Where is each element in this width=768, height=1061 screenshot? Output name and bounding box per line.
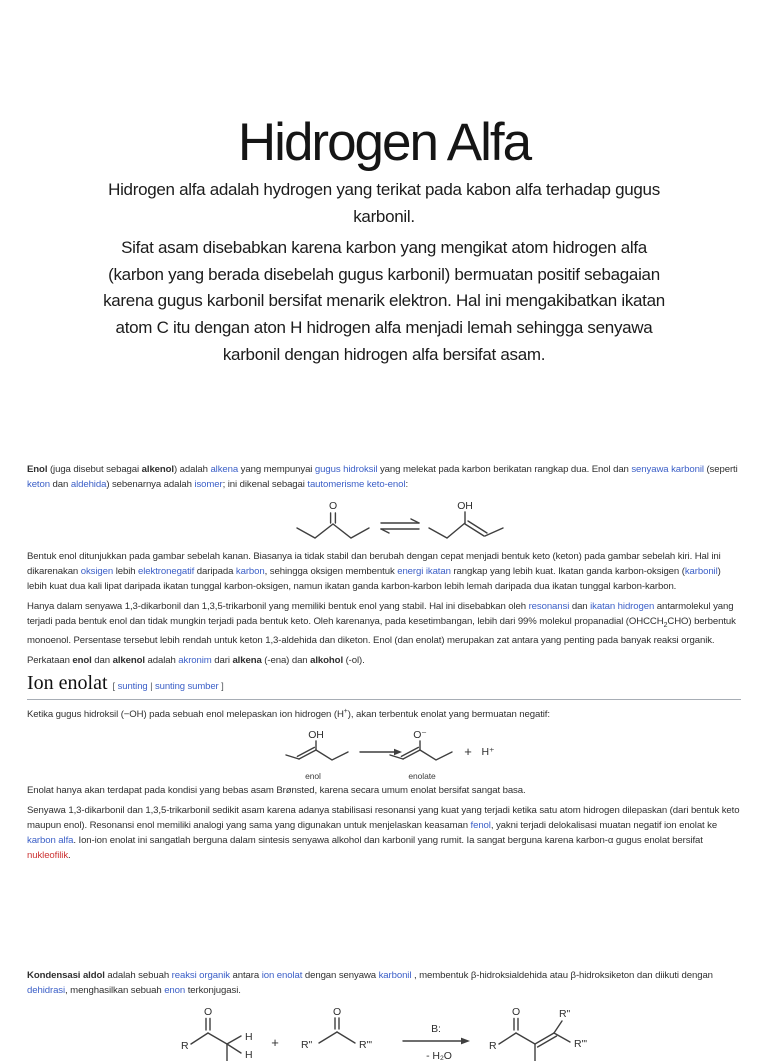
enolate-base-paragraph — [27, 783, 741, 798]
wiki-link[interactable]: aldehida — [70, 479, 107, 490]
aldol-condensation-paragraph — [27, 968, 741, 998]
wiki-link[interactable]: oksigen — [80, 566, 114, 577]
text-run: daripada — [194, 566, 236, 577]
text-run: (seperti — [703, 464, 738, 475]
text-run: Hanya dalam senyawa 1,3-dikarbonil dan 1,3,5-trikarbonil yang memiliki bentuk enol yang stabil. Hal ini disebabkan oleh — [27, 601, 529, 612]
keto-enol-diagram-svg — [289, 497, 509, 549]
r2-group-product-label: R" — [559, 1008, 571, 1021]
wiki-link[interactable]: reaksi organik — [171, 970, 230, 982]
wiki-link[interactable]: ikatan hidrogen — [590, 601, 655, 612]
ketone-oxygen-label: O — [328, 500, 338, 512]
text-run: , menghasilkan sebuah — [65, 985, 165, 997]
text-run: Ketika gugus hidroksil (−OH) pada sebuah enol melepaskan ion hidrogen (H — [27, 709, 344, 721]
wiki-link[interactable]: keton — [27, 479, 50, 490]
edit-section — [113, 681, 224, 692]
text-run: , sehingga oksigen membentuk — [264, 566, 398, 577]
edit-source-link[interactable]: sunting sumber — [155, 680, 219, 692]
text-run: ) adalah — [174, 464, 211, 475]
text-run: (-ena) dan — [261, 654, 311, 666]
alpha-hydrogen-top-label: H — [245, 1031, 253, 1044]
text-run: terkonjugasi. — [185, 985, 241, 997]
wiki-link[interactable]: tautomerisme keto-enol — [307, 479, 406, 490]
r-group-label: R — [181, 1040, 189, 1053]
intro-paragraph-2: Sifat asam disebabkan karena karbon yang mengikat atom hidrogen alfa (karbon yang berada disebelah gugus karbonil) bermuatan positif sebagaian karena gugus karbonil bersifat menarik elektron. Hal ini mengakibatkan ikatan atom C itu dengan aton H hidrogen alfa menjadi lemah sehingga senyawa karbonil dengan hidrogen alfa bersifat asam. — [103, 238, 665, 364]
reaction-arrow-with-conditions — [403, 1023, 470, 1061]
text-run: lebih — [113, 566, 139, 577]
r2-group-label: R" — [301, 1039, 313, 1052]
enol-structure-small — [286, 729, 348, 781]
etymology-paragraph — [27, 653, 741, 668]
text-run: antarmolekul yang terjadi pada bentuk enol dan tidak mungkin terjadi pada bentuk keto. Oleh karenanya, pada kesetimbangan, lebih dari 99% molekul propanadial (OHCCH — [27, 601, 734, 627]
wiki-link[interactable]: isomer — [194, 479, 223, 490]
red-link[interactable]: nukleofilik — [27, 850, 69, 862]
wiki-link[interactable]: dehidrasi — [27, 985, 66, 997]
text-run: rangkap yang lebih kuat. Ikatan ganda karbon-oksigen ( — [450, 566, 685, 577]
text-run: Bentuk enol ditunjukkan pada gambar sebelah kanan. Biasanya ia tidak stabil dan berubah dengan cepat menjadi bentuk keto (keton) pada gambar sebelah kiri. Hal ini dikarenakan — [27, 551, 721, 577]
wiki-link[interactable]: ion enolat — [261, 970, 303, 982]
enol-oh-label: OH — [308, 729, 324, 742]
enolate-caption: enolate — [408, 771, 436, 782]
wiki-link[interactable]: karbonil — [378, 970, 412, 982]
alpha-hydrogen-bottom-label: H — [245, 1049, 253, 1061]
text-run: yang melekat pada karbon berikatan rangkap dua. Enol dan — [377, 464, 632, 475]
text-run: Senyawa 1,3-dikarbonil dan 1,3,5-trikarbonil sedikit asam karena adanya stabilisasi resonansi yang kuat yang terjadi ketika satu atom hidrogen dilepaskan (dari bentuk keto maupun enol). Resonansi enol memiliki analogi yang sama yang digunakan untuk menjelaskan keasaman — [27, 805, 740, 832]
text-run: dari — [211, 654, 233, 666]
wiki-link[interactable]: enon — [164, 985, 186, 997]
bold-text: Enol — [27, 464, 48, 475]
intro-paragraph-1: Hidrogen alfa adalah hydrogen yang terikat pada kabon alfa terhadap gugus karbonil. — [108, 180, 660, 226]
keto-enol-tautomerism-diagram — [289, 497, 509, 549]
reaction-arrow-icon — [360, 749, 402, 755]
proton-label: H⁺ — [481, 746, 495, 759]
bracket-close: ] — [218, 680, 224, 692]
bold-text: alkohol — [310, 654, 344, 666]
text-run: adalah sebuah — [104, 970, 172, 982]
text-run: dan — [91, 654, 113, 666]
wiki-link[interactable]: resonansi — [528, 601, 570, 612]
text-run: adalah — [144, 654, 179, 666]
wiki-link[interactable]: gugus hidroksil — [314, 464, 378, 475]
aldol-diagram-svg — [175, 1003, 605, 1061]
enolate-diagram-svg — [282, 727, 522, 783]
subscript: 2 — [663, 621, 668, 629]
superscript: + — [343, 707, 348, 715]
bold-text: Kondensasi aldol — [27, 970, 105, 982]
text-run: : — [405, 479, 409, 490]
enol-caption: enol — [305, 771, 321, 782]
wiki-article-excerpt — [27, 462, 741, 1061]
carbonyl-reactant-structure — [301, 1006, 372, 1051]
text-run: , membentuk β-hidroksialdehida atau β-hidroksiketon dan diikuti dengan — [411, 970, 713, 982]
enolate-oxide-label: O⁻ — [413, 729, 427, 742]
section-title: Ion enolat — [27, 671, 108, 694]
ketone-structure — [297, 500, 369, 538]
section-heading-ion-enolat — [27, 673, 741, 700]
dicarbonyl-paragraph — [27, 599, 741, 648]
wiki-link[interactable]: energi ikatan — [397, 566, 451, 577]
bold-text: alkenol — [112, 654, 145, 666]
wiki-link[interactable]: alkena — [210, 464, 239, 475]
enol-definition-paragraph — [27, 462, 741, 492]
enol-structure — [429, 500, 503, 538]
equilibrium-arrows-icon — [381, 519, 419, 533]
wiki-link[interactable]: karbon — [235, 566, 265, 577]
text-run: ), akan terbentuk enolat yang bermuatan negatif: — [347, 709, 550, 721]
oxygen-label-left: O — [203, 1006, 213, 1019]
plus-sign: + — [464, 744, 472, 760]
text-run: ) lebih kuat dua kali lipat daripada ikatan tunggal karbon-oksigen, namun ikatan ganda karbon-karbon lebih lemah daripada dua ikatan tunggal karbon-karbon. — [27, 566, 721, 592]
enol-to-enolate-diagram — [282, 727, 522, 783]
wiki-link[interactable]: karbon alfa — [27, 835, 74, 847]
r3-group-label: R"' — [359, 1039, 373, 1052]
aldol-condensation-diagram — [175, 1003, 605, 1061]
enone-product-structure — [489, 1006, 587, 1061]
text-run: (juga disebut sebagai — [47, 464, 142, 475]
text-run: dan — [569, 601, 591, 612]
edit-separator: | — [147, 680, 156, 692]
wiki-link[interactable]: karbonil — [684, 566, 718, 577]
plus-sign: + — [271, 1035, 279, 1051]
r-group-product-label: R — [489, 1040, 497, 1053]
bold-text: alkenol — [141, 464, 174, 475]
text-run: Enolat hanya akan terdapat pada kondisi yang bebas asam Brønsted, karena secara umum enolat bersifat sangat basa. — [27, 785, 526, 797]
enol-hydroxyl-label: OH — [457, 500, 473, 512]
text-run: ) sebenarnya adalah — [106, 479, 195, 490]
page-title: Hidrogen Alfa — [237, 112, 531, 172]
wiki-link[interactable]: fenol — [470, 820, 491, 832]
text-run: Perkataan — [27, 654, 73, 666]
text-run: antara — [229, 970, 262, 982]
enolate-structure — [390, 729, 452, 781]
text-run: . — [68, 850, 71, 862]
text-run: (-ol). — [343, 654, 365, 666]
bold-text: alkena — [232, 654, 262, 666]
text-run: CHO) berbentuk monoenol. Persentase tersebut lebih rendah untuk keton 1,3-aldehida dan diketon. Enol (dan enolat) merupakan zat antara yang penting pada banyak reaksi organik. — [27, 616, 736, 646]
wiki-link[interactable]: senyawa karbonil — [631, 464, 704, 475]
wiki-link[interactable]: elektronegatif — [138, 566, 195, 577]
text-run: , yakni terjadi delokalisasi muatan negatif ion enolat ke — [490, 820, 718, 832]
water-loss-label: - H₂O — [426, 1050, 452, 1061]
enolate-intro-paragraph — [27, 704, 741, 722]
edit-link[interactable]: sunting — [117, 680, 148, 692]
resonance-paragraph — [27, 803, 741, 863]
ketone-reactant-structure — [181, 1006, 252, 1061]
r3-group-product-label: R"' — [574, 1038, 588, 1051]
oxygen-label-mid: O — [332, 1006, 342, 1019]
base-label: B: — [431, 1023, 441, 1036]
bracket-open: [ — [112, 680, 118, 692]
text-run: ; ini dikenal sebagai — [222, 479, 308, 490]
bold-text: enol — [72, 654, 92, 666]
text-run: dan — [49, 479, 71, 490]
text-run: yang mempunyai — [238, 464, 315, 475]
text-run: . Ion-ion enolat ini sangatlah berguna dalam sintesis senyawa alkohol dan karbonil yang rumit. Ia sangat berguna karena karbon-α gugus enolat bersifat — [73, 835, 703, 847]
text-run: dengan senyawa — [302, 970, 379, 982]
oxygen-label-right: O — [511, 1006, 521, 1019]
keto-form-paragraph — [27, 549, 741, 594]
wiki-link[interactable]: akronim — [178, 654, 212, 666]
